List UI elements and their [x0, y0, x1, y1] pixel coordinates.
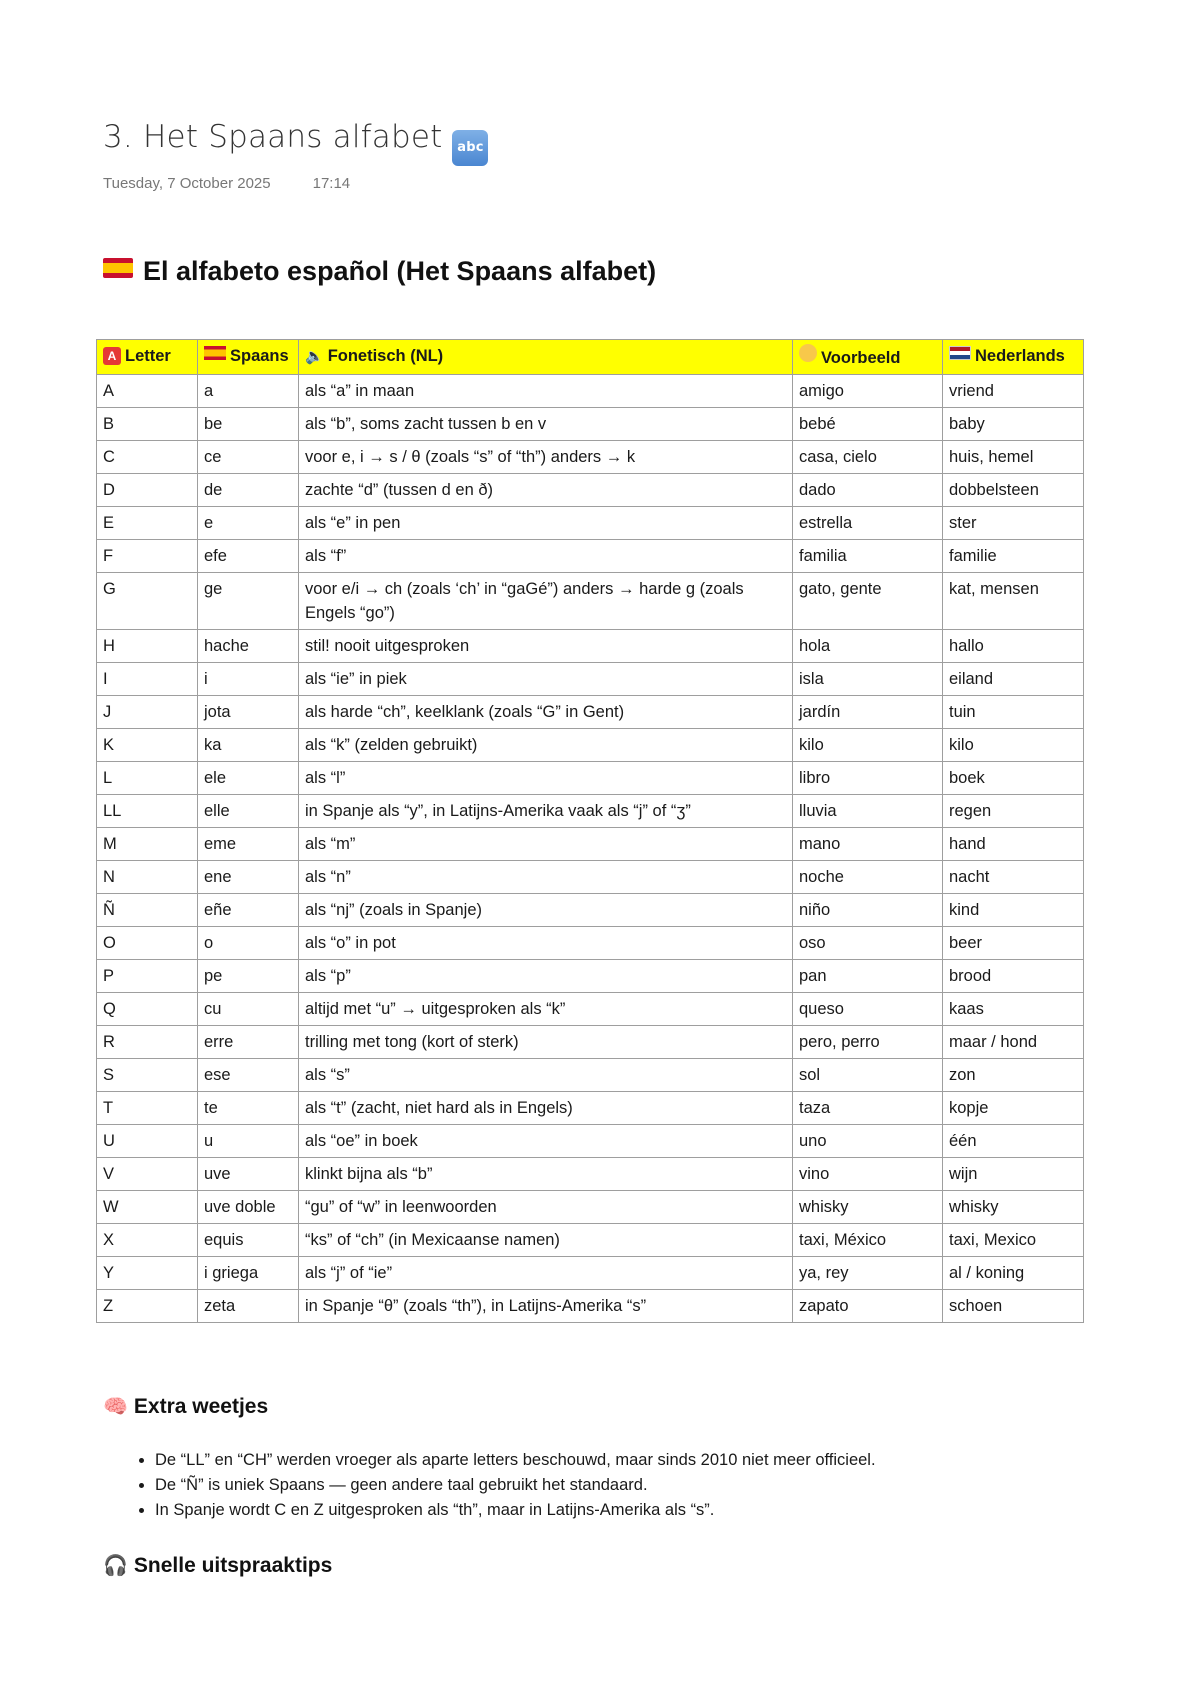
letter-a-icon: A: [103, 347, 121, 365]
cell-fonetisch: in Spanje als “y”, in Latijns-Amerika vaak als “j” of “ʒ”: [299, 795, 793, 828]
cell-fonetisch: “ks” of “ch” (in Mexicaanse namen): [299, 1224, 793, 1257]
header-voorbeeld: [793, 340, 943, 375]
cell-fonetisch: als “s”: [299, 1059, 793, 1092]
cell-fonetisch: als “e” in pen: [299, 507, 793, 540]
cell-spaans: zeta: [198, 1290, 299, 1323]
cell-voorbeeld: isla: [793, 663, 943, 696]
cell-letter: D: [97, 474, 198, 507]
table-row: [97, 630, 1084, 663]
cell-fonetisch: als “m”: [299, 828, 793, 861]
cell-letter: T: [97, 1092, 198, 1125]
cell-spaans: equis: [198, 1224, 299, 1257]
cell-voorbeeld: whisky: [793, 1191, 943, 1224]
cell-spaans: de: [198, 474, 299, 507]
cell-nederlands: baby: [943, 408, 1084, 441]
table-row: [97, 507, 1084, 540]
cell-letter: N: [97, 861, 198, 894]
cell-letter: L: [97, 762, 198, 795]
table-row: [97, 1026, 1084, 1059]
cell-spaans: elle: [198, 795, 299, 828]
cell-letter: S: [97, 1059, 198, 1092]
header-label: Letter: [125, 347, 171, 365]
list-item: • In Spanje wordt C en Z uitgesproken als “th”, maar in Latijns-Amerika als “s”.: [155, 1498, 1155, 1523]
spain-flag-icon: [103, 258, 133, 278]
cell-fonetisch: als “ie” in piek: [299, 663, 793, 696]
cell-fonetisch: trilling met tong (kort of sterk): [299, 1026, 793, 1059]
netherlands-flag-icon: [949, 346, 971, 360]
cell-nederlands: vriend: [943, 375, 1084, 408]
cell-spaans: ge: [198, 573, 299, 630]
cell-voorbeeld: pero, perro: [793, 1026, 943, 1059]
table-row: [97, 1290, 1084, 1323]
cell-voorbeeld: libro: [793, 762, 943, 795]
cell-letter: V: [97, 1158, 198, 1191]
extra-heading-text: Extra weetjes: [133, 1395, 269, 1418]
cell-fonetisch: stil! nooit uitgesproken: [299, 630, 793, 663]
table-row: [97, 993, 1084, 1026]
cell-nederlands: taxi, Mexico: [943, 1224, 1084, 1257]
table-header-row: [97, 340, 1084, 375]
cell-letter: J: [97, 696, 198, 729]
cell-voorbeeld: sol: [793, 1059, 943, 1092]
cell-spaans: i griega: [198, 1257, 299, 1290]
tips-heading: [103, 1553, 332, 1578]
cell-voorbeeld: taza: [793, 1092, 943, 1125]
cell-fonetisch: als “p”: [299, 960, 793, 993]
cell-letter: K: [97, 729, 198, 762]
cell-voorbeeld: niño: [793, 894, 943, 927]
page-title: [103, 119, 488, 166]
cell-nederlands: maar / hond: [943, 1026, 1084, 1059]
table-row: [97, 1059, 1084, 1092]
cell-voorbeeld: noche: [793, 861, 943, 894]
cell-nederlands: hallo: [943, 630, 1084, 663]
extra-list: [125, 1448, 1155, 1523]
cell-spaans: eñe: [198, 894, 299, 927]
cell-fonetisch: altijd met “u” → uitgesproken als “k”: [299, 993, 793, 1026]
cell-voorbeeld: bebé: [793, 408, 943, 441]
cell-spaans: ene: [198, 861, 299, 894]
table-row: [97, 894, 1084, 927]
tips-heading-text: Snelle uitspraaktips: [133, 1554, 333, 1577]
cell-letter: Z: [97, 1290, 198, 1323]
cell-fonetisch: voor e/i → ch (zoals ‘ch’ in “gaGé”) anders → harde g (zoals Engels “go”): [299, 573, 793, 630]
cell-nederlands: huis, hemel: [943, 441, 1084, 474]
cell-spaans: eme: [198, 828, 299, 861]
cell-letter: P: [97, 960, 198, 993]
cell-voorbeeld: hola: [793, 630, 943, 663]
cell-voorbeeld: amigo: [793, 375, 943, 408]
cell-letter: X: [97, 1224, 198, 1257]
brain-icon: 🧠: [103, 1396, 128, 1418]
cell-nederlands: kind: [943, 894, 1084, 927]
table-row: [97, 1224, 1084, 1257]
cell-letter: H: [97, 630, 198, 663]
header-label: Voorbeeld: [821, 349, 901, 367]
cell-nederlands: één: [943, 1125, 1084, 1158]
table-row: [97, 540, 1084, 573]
table-row: [97, 408, 1084, 441]
cell-fonetisch: als “n”: [299, 861, 793, 894]
cell-fonetisch: klinkt bijna als “b”: [299, 1158, 793, 1191]
cell-letter: Y: [97, 1257, 198, 1290]
table-body: [97, 375, 1084, 1323]
header-spaans: [198, 340, 299, 375]
note-date: Tuesday, 7 October 2025: [103, 175, 271, 192]
cell-voorbeeld: familia: [793, 540, 943, 573]
cell-nederlands: familie: [943, 540, 1084, 573]
cell-nederlands: kilo: [943, 729, 1084, 762]
cell-voorbeeld: mano: [793, 828, 943, 861]
cell-letter: LL: [97, 795, 198, 828]
table-row: [97, 1257, 1084, 1290]
cell-voorbeeld: gato, gente: [793, 573, 943, 630]
cell-spaans: a: [198, 375, 299, 408]
cell-letter: R: [97, 1026, 198, 1059]
cell-fonetisch: als “j” of “ie”: [299, 1257, 793, 1290]
cell-letter: Ñ: [97, 894, 198, 927]
cell-voorbeeld: zapato: [793, 1290, 943, 1323]
cell-letter: I: [97, 663, 198, 696]
cell-voorbeeld: kilo: [793, 729, 943, 762]
cell-nederlands: kaas: [943, 993, 1084, 1026]
cell-voorbeeld: dado: [793, 474, 943, 507]
table-row: [97, 861, 1084, 894]
table-row: [97, 1191, 1084, 1224]
spain-flag-icon: [204, 346, 226, 360]
cell-nederlands: nacht: [943, 861, 1084, 894]
section-heading-text: El alfabeto español (Het Spaans alfabet): [143, 256, 657, 286]
page-title-text: 3. Het Spaans alfabet: [103, 119, 443, 155]
note-time: 17:14: [312, 175, 351, 192]
cell-fonetisch: als “t” (zacht, niet hard als in Engels): [299, 1092, 793, 1125]
header-fonetisch: [299, 340, 793, 375]
cell-nederlands: wijn: [943, 1158, 1084, 1191]
cell-fonetisch: voor e, i → s / θ (zoals “s” of “th”) anders → k: [299, 441, 793, 474]
table-row: [97, 795, 1084, 828]
cell-letter: W: [97, 1191, 198, 1224]
cell-letter: C: [97, 441, 198, 474]
smiley-icon: [799, 344, 817, 362]
cell-nederlands: kat, mensen: [943, 573, 1084, 630]
cell-spaans: cu: [198, 993, 299, 1026]
header-letter: [97, 340, 198, 375]
note-timestamp: [103, 175, 350, 192]
cell-spaans: efe: [198, 540, 299, 573]
headphones-icon: 🎧: [103, 1555, 128, 1577]
cell-voorbeeld: estrella: [793, 507, 943, 540]
cell-spaans: hache: [198, 630, 299, 663]
cell-spaans: i: [198, 663, 299, 696]
cell-nederlands: regen: [943, 795, 1084, 828]
cell-voorbeeld: casa, cielo: [793, 441, 943, 474]
cell-voorbeeld: taxi, México: [793, 1224, 943, 1257]
cell-voorbeeld: queso: [793, 993, 943, 1026]
table-row: [97, 663, 1084, 696]
speaker-icon: 🔈: [305, 348, 324, 365]
cell-letter: O: [97, 927, 198, 960]
cell-voorbeeld: ya, rey: [793, 1257, 943, 1290]
cell-spaans: erre: [198, 1026, 299, 1059]
table-row: [97, 1158, 1084, 1191]
table-row: [97, 729, 1084, 762]
cell-fonetisch: als “o” in pot: [299, 927, 793, 960]
cell-nederlands: beer: [943, 927, 1084, 960]
table-row: [97, 696, 1084, 729]
table-row: [97, 573, 1084, 630]
section-heading: [103, 256, 656, 287]
cell-letter: B: [97, 408, 198, 441]
table-row: [97, 1092, 1084, 1125]
cell-nederlands: whisky: [943, 1191, 1084, 1224]
cell-spaans: uve: [198, 1158, 299, 1191]
cell-nederlands: zon: [943, 1059, 1084, 1092]
cell-nederlands: brood: [943, 960, 1084, 993]
cell-letter: F: [97, 540, 198, 573]
cell-spaans: ese: [198, 1059, 299, 1092]
list-item: • De “LL” en “CH” werden vroeger als aparte letters beschouwd, maar sinds 2010 niet meer officieel.: [155, 1448, 1155, 1473]
extra-heading: [103, 1394, 268, 1419]
cell-nederlands: boek: [943, 762, 1084, 795]
cell-spaans: ka: [198, 729, 299, 762]
cell-nederlands: ster: [943, 507, 1084, 540]
cell-spaans: uve doble: [198, 1191, 299, 1224]
cell-voorbeeld: pan: [793, 960, 943, 993]
table-row: [97, 474, 1084, 507]
table-row: [97, 927, 1084, 960]
cell-nederlands: tuin: [943, 696, 1084, 729]
cell-fonetisch: in Spanje “θ” (zoals “th”), in Latijns-Amerika “s”: [299, 1290, 793, 1323]
alphabet-table: [96, 339, 1084, 1323]
cell-fonetisch: als harde “ch”, keelklank (zoals “G” in Gent): [299, 696, 793, 729]
cell-fonetisch: als “oe” in boek: [299, 1125, 793, 1158]
cell-fonetisch: als “a” in maan: [299, 375, 793, 408]
cell-fonetisch: als “nj” (zoals in Spanje): [299, 894, 793, 927]
list-item: • De “Ñ” is uniek Spaans — geen andere taal gebruikt het standaard.: [155, 1473, 1155, 1498]
cell-spaans: pe: [198, 960, 299, 993]
header-label: Fonetisch (NL): [327, 347, 444, 365]
table-row: [97, 1125, 1084, 1158]
cell-fonetisch: als “k” (zelden gebruikt): [299, 729, 793, 762]
cell-voorbeeld: vino: [793, 1158, 943, 1191]
header-nederlands: [943, 340, 1084, 375]
header-label: Nederlands: [975, 347, 1065, 365]
cell-letter: Q: [97, 993, 198, 1026]
cell-voorbeeld: oso: [793, 927, 943, 960]
cell-nederlands: kopje: [943, 1092, 1084, 1125]
cell-voorbeeld: lluvia: [793, 795, 943, 828]
table-row: [97, 441, 1084, 474]
table-row: [97, 762, 1084, 795]
cell-fonetisch: “gu” of “w” in leenwoorden: [299, 1191, 793, 1224]
cell-letter: E: [97, 507, 198, 540]
header-label: Spaans: [230, 347, 289, 365]
cell-letter: U: [97, 1125, 198, 1158]
cell-spaans: te: [198, 1092, 299, 1125]
cell-nederlands: al / koning: [943, 1257, 1084, 1290]
cell-voorbeeld: uno: [793, 1125, 943, 1158]
cell-spaans: ce: [198, 441, 299, 474]
cell-spaans: o: [198, 927, 299, 960]
cell-spaans: u: [198, 1125, 299, 1158]
cell-spaans: e: [198, 507, 299, 540]
cell-voorbeeld: jardín: [793, 696, 943, 729]
table-row: [97, 828, 1084, 861]
cell-nederlands: hand: [943, 828, 1084, 861]
cell-letter: M: [97, 828, 198, 861]
cell-letter: A: [97, 375, 198, 408]
abc-icon: abc: [452, 130, 488, 166]
cell-spaans: ele: [198, 762, 299, 795]
cell-fonetisch: zachte “d” (tussen d en ð): [299, 474, 793, 507]
table-row: [97, 375, 1084, 408]
cell-spaans: be: [198, 408, 299, 441]
cell-nederlands: eiland: [943, 663, 1084, 696]
cell-fonetisch: als “l”: [299, 762, 793, 795]
cell-fonetisch: als “f”: [299, 540, 793, 573]
table-row: [97, 960, 1084, 993]
cell-fonetisch: als “b”, soms zacht tussen b en v: [299, 408, 793, 441]
cell-nederlands: dobbelsteen: [943, 474, 1084, 507]
cell-nederlands: schoen: [943, 1290, 1084, 1323]
cell-spaans: jota: [198, 696, 299, 729]
cell-letter: G: [97, 573, 198, 630]
